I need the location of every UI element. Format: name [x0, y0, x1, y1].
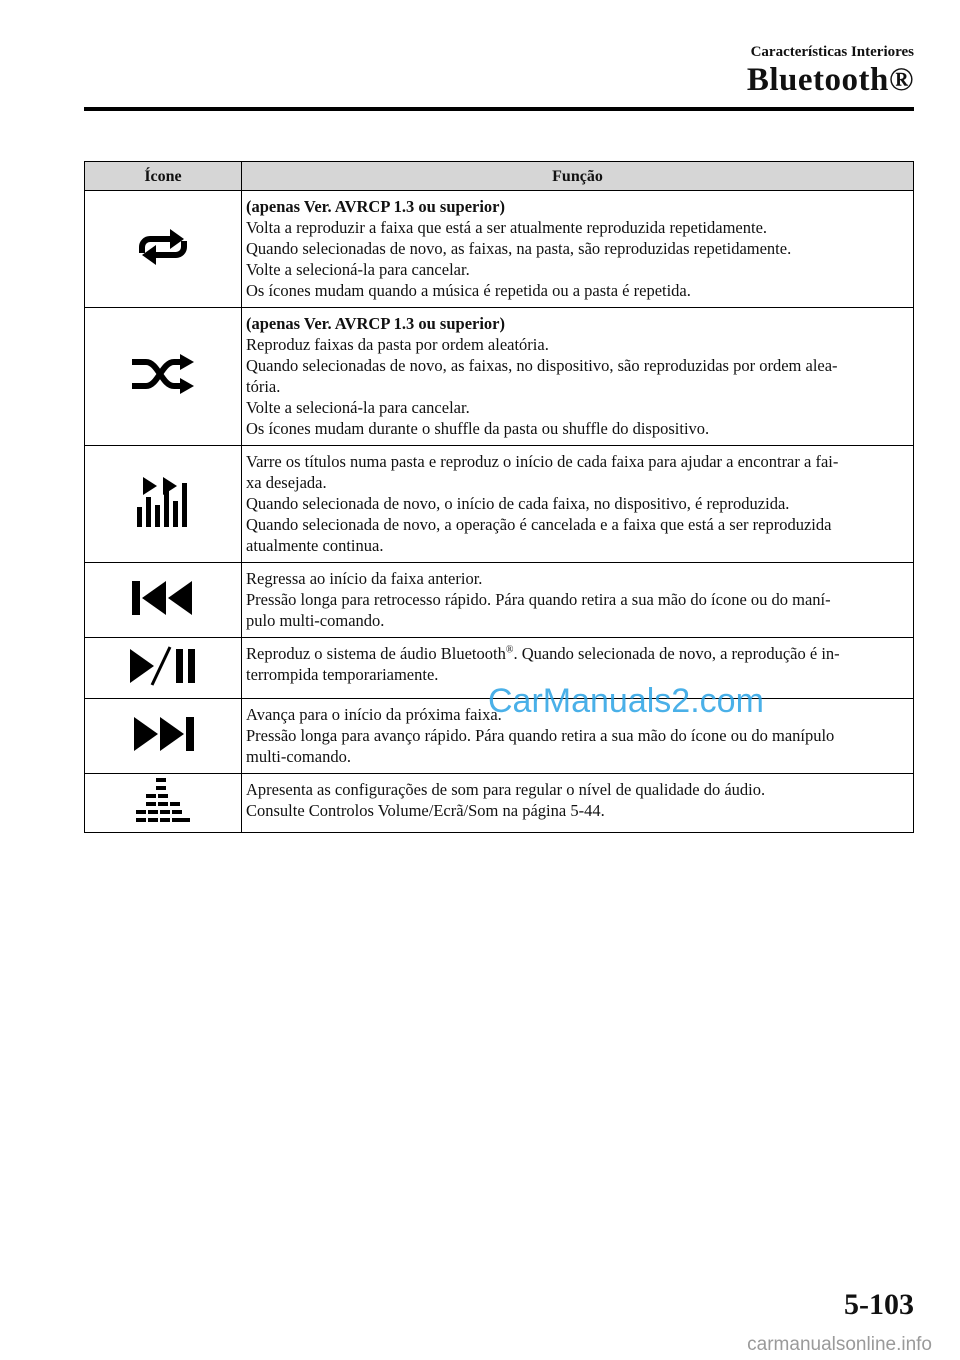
previous-track-icon	[130, 579, 196, 617]
scan-icon	[135, 477, 191, 527]
sound-settings-description	[242, 774, 914, 833]
description-text: . Quando selecionada de novo, a reprodução é in-	[513, 644, 840, 663]
description-line: atualmente continua.	[246, 536, 384, 555]
description-line: Quando selecionadas de novo, as faixas, no dispositivo, são reproduzidas por ordem alea-	[246, 356, 838, 375]
description-line: Varre os títulos numa pasta e reproduz o início de cada faixa para ajudar a encontrar a fai-	[246, 452, 839, 471]
description-line: pulo multi-comando.	[246, 611, 385, 630]
table-row-previous	[85, 563, 914, 638]
description-line: Volte a selecioná-la para cancelar.	[246, 260, 470, 279]
description-line	[246, 643, 905, 664]
description-text: Reproduz o sistema de áudio Bluetooth	[246, 644, 506, 663]
version-note: (apenas Ver. AVRCP 1.3 ou superior)	[246, 197, 505, 216]
page-title: Bluetooth®	[746, 62, 914, 98]
description-line: Os ícones mudam durante o shuffle da pasta ou shuffle do dispositivo.	[246, 419, 710, 438]
play-pause-icon	[128, 645, 198, 687]
description-line: Avança para o início da próxima faixa.	[246, 705, 502, 724]
description-line: Apresenta as configurações de som para regular o nível de qualidade do áudio.	[246, 780, 766, 799]
watermark: CarManuals2.com	[488, 682, 764, 720]
shuffle-icon	[128, 354, 198, 394]
table-row-shuffle	[85, 308, 914, 446]
description-line: Os ícones mudam quando a música é repetida ou a pasta é repetida.	[246, 281, 691, 300]
header-divider	[84, 107, 914, 111]
description-line: Reproduz faixas da pasta por ordem aleatória.	[246, 335, 549, 354]
description-line: Pressão longa para retrocesso rápido. Pára quando retira a sua mão do ícone ou do maní-	[246, 590, 831, 609]
description-line: Quando selecionada de novo, o início de cada faixa, no dispositivo, é reproduzida.	[246, 494, 790, 513]
function-table	[84, 161, 914, 833]
next-track-icon	[130, 715, 196, 753]
table-row-scan	[85, 446, 914, 563]
description-line: Pressão longa para avanço rápido. Pára quando retira a sua mão do ícone ou do manípulo	[246, 726, 835, 745]
description-line: xa desejada.	[246, 473, 327, 492]
description-line: Quando selecionada de novo, a operação é cancelada e a faixa que está a ser reproduzida	[246, 515, 832, 534]
scan-description	[242, 446, 914, 563]
page-number: 5-103	[844, 1288, 914, 1321]
shuffle-description	[242, 308, 914, 446]
registered-mark: ®	[505, 644, 514, 656]
description-line: Consulte Controlos Volume/Ecrã/Som na página 5-44.	[246, 801, 605, 820]
column-header-function: Função	[242, 162, 914, 191]
table-row-sound-settings	[85, 774, 914, 833]
description-line: Volte a selecioná-la para cancelar.	[246, 398, 470, 417]
repeat-icon	[132, 229, 194, 265]
description-line: Quando selecionadas de novo, as faixas, na pasta, são reproduzidas repetidamente.	[246, 239, 792, 258]
description-line: multi-comando.	[246, 747, 351, 766]
table-header-row	[85, 162, 914, 191]
previous-description	[242, 563, 914, 638]
description-line: terrompida temporariamente.	[246, 665, 439, 684]
footer-watermark-url: carmanualsonline.info	[747, 1334, 932, 1355]
table-row-repeat	[85, 191, 914, 308]
column-header-icon: Ícone	[85, 162, 242, 191]
description-line: Volta a reproduzir a faixa que está a ser atualmente reproduzida repetidamente.	[246, 218, 768, 237]
description-line: Regressa ao início da faixa anterior.	[246, 569, 483, 588]
version-note: (apenas Ver. AVRCP 1.3 ou superior)	[246, 314, 505, 333]
description-line: tória.	[246, 377, 281, 396]
section-title: Características Interiores	[750, 44, 914, 60]
sound-settings-icon	[134, 776, 192, 826]
repeat-description	[242, 191, 914, 308]
